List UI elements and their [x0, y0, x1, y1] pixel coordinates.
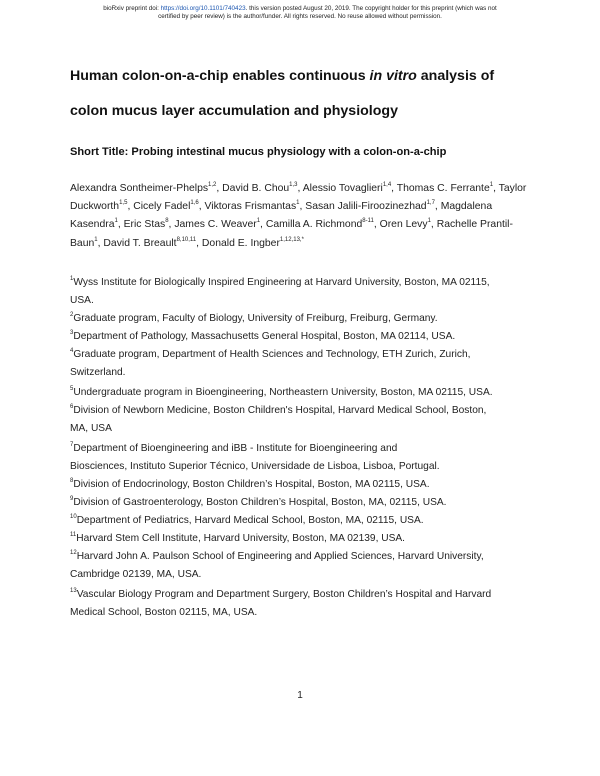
author-affiliation-marker: 1,7: [426, 200, 435, 207]
affiliation-text: USA.: [70, 295, 94, 307]
affiliation-number: 11: [70, 532, 77, 538]
author-name: Thomas C. Ferrante: [396, 183, 490, 194]
author-separator: ,: [198, 201, 205, 213]
affiliation-text: Harvard Stem Cell Institute, Harvard University, Boston, MA 02139, USA.: [76, 533, 406, 544]
author-affiliation-marker: 8: [165, 218, 169, 225]
affiliation-item: [70, 530, 540, 548]
affiliation-number: 13: [70, 588, 77, 594]
affiliation-number: 3: [70, 330, 74, 336]
affiliation-text: Harvard John A. Paulson School of Engineering and Applied Sciences, Harvard University,: [76, 551, 484, 562]
affiliation-text: Biosciences, Instituto Superior Técnico, Universidade de Lisboa, Lisboa, Portugal.: [70, 461, 440, 473]
affiliation-number: 7: [70, 442, 74, 448]
affiliation-number: 10: [70, 514, 77, 520]
affiliation-number: 6: [70, 404, 74, 410]
author-separator: ,: [127, 201, 134, 213]
notice-suffix: . this version posted August 20, 2019. The copyright holder for this preprint (which was not: [245, 5, 497, 12]
affiliation-item: [70, 440, 540, 477]
affiliation-item: [70, 512, 540, 530]
preprint-notice: [40, 5, 560, 22]
paper-title-line-1: [70, 68, 550, 84]
affiliation-text: Undergraduate program in Bioengineering, Northeastern University, Boston, MA 02115, USA.: [73, 387, 493, 398]
author: [222, 183, 303, 194]
affiliation-number: 2: [70, 312, 74, 318]
author-name: Alexandra Sontheimer-Phelps: [70, 183, 209, 194]
author-affiliation-marker: 1: [256, 218, 261, 225]
affiliation-text: Division of Endocrinology, Boston Children’s Hospital, Boston, MA 02115, USA.: [73, 479, 430, 490]
affiliation-item: [70, 384, 540, 402]
author-name: Camilla A. Richmond: [265, 219, 363, 231]
author: [124, 219, 175, 230]
affiliation-number: 5: [70, 386, 74, 392]
affiliation-text: Wyss Institute for Biologically Inspired Engineering at Harvard University, Boston, MA 02115,: [73, 277, 490, 288]
affiliation-item: [70, 346, 540, 383]
short-title: Short Title: Probing intestinal mucus physiology with a colon-on-a-chip: [70, 146, 447, 158]
author-affiliation-marker: 1,2: [208, 182, 217, 188]
title-italic: in vitro: [369, 68, 417, 84]
author-separator: ,: [434, 201, 441, 213]
author-separator: ,: [299, 201, 306, 213]
author-separator: ,: [97, 237, 104, 249]
author-affiliation-marker: 1: [489, 182, 494, 188]
author: [397, 183, 499, 194]
author-affiliation-marker: 1: [427, 218, 431, 225]
author: [70, 183, 222, 194]
affiliation-text: Department of Pediatrics, Harvard Medical School, Boston, MA, 02115, USA.: [76, 515, 424, 526]
author-list: [70, 180, 540, 253]
affiliation-item: [70, 310, 540, 328]
affiliation-number: 1: [70, 276, 74, 282]
author-separator: ,: [297, 183, 303, 194]
author-name: David B. Chou: [222, 183, 290, 194]
author-name: Eric Stas: [123, 219, 166, 231]
affiliation-text: Department of Bioengineering and iBB - Institute for Bioengineering and: [73, 443, 398, 454]
title-part-1: Human colon-on-a-chip enables continuous: [70, 68, 370, 84]
affiliation-number: 4: [70, 348, 74, 354]
affiliation-text: Department of Pathology, Massachusetts General Hospital, Boston, MA 02114, USA.: [73, 331, 456, 342]
author-name: David T. Breault: [103, 237, 177, 249]
title-part-3: analysis of: [416, 68, 495, 84]
affiliation-text: Cambridge 02139, MA, USA.: [70, 569, 202, 581]
affiliation-number: 12: [70, 550, 77, 556]
author-name: Alessio Tovaglieri: [302, 183, 383, 194]
author-separator: ,: [493, 183, 499, 194]
affiliation-item: [70, 494, 540, 512]
author-name: James C. Weaver: [174, 219, 257, 231]
author: [133, 201, 204, 212]
author-affiliation-marker: 1,12,13,*: [279, 236, 304, 243]
affiliation-item: [70, 402, 540, 439]
author: [202, 238, 304, 249]
author: [205, 201, 306, 212]
notice-prefix: bioRxiv preprint doi:: [103, 5, 161, 12]
preprint-notice-line-1: [40, 5, 560, 13]
affiliation-text: Graduate program, Faculty of Biology, University of Freiburg, Freiburg, Germany.: [73, 313, 438, 324]
author-affiliation-marker: 1,3: [289, 182, 298, 188]
affiliation-item: [70, 548, 540, 585]
author-name: Viktoras Frismantas: [204, 201, 297, 213]
author: [174, 219, 266, 230]
author-separator: ,: [216, 183, 223, 194]
doi-link[interactable]: https://doi.org/10.1101/740423: [160, 5, 246, 12]
affiliation-item: [70, 274, 540, 311]
author-separator: ,: [373, 219, 380, 231]
author-affiliation-marker: 1: [296, 200, 300, 207]
author: [103, 238, 202, 249]
page-number: 1: [297, 690, 303, 701]
affiliation-item: [70, 586, 540, 623]
author-affiliation-marker: 1: [114, 218, 118, 225]
author-name: Cicely Fadel: [133, 201, 191, 213]
affiliation-text: Division of Gastroenterology, Boston Children’s Hospital, Boston, MA, 02115, USA.: [73, 497, 447, 508]
affiliation-text: Medical School, Boston 02115, MA, USA.: [70, 607, 258, 619]
affiliation-text: Division of Newborn Medicine, Boston Children's Hospital, Harvard Medical School, Boston,: [73, 405, 487, 416]
affiliation-number: 8: [70, 478, 74, 484]
author-separator: ,: [196, 237, 202, 249]
affiliation-text: MA, USA: [70, 423, 112, 435]
affiliation-item: [70, 476, 540, 494]
author: [303, 183, 397, 194]
author-name: Taylor Duckworth: [70, 183, 527, 213]
author-affiliation-marker: 8,10,11: [176, 236, 197, 243]
author-affiliation-marker: 1,6: [190, 200, 199, 207]
author-name: Magdalena Kasendra: [70, 201, 493, 231]
author-affiliation-marker: 1,4: [382, 182, 392, 188]
author-separator: ,: [168, 219, 175, 231]
author-affiliation-marker: 1,5: [119, 200, 128, 207]
affiliation-text: Graduate program, Department of Health Sciences and Technology, ETH Zurich, Zurich,: [73, 349, 471, 360]
author-separator: ,: [430, 219, 437, 231]
author: [266, 219, 380, 230]
preprint-notice-line-2: certified by peer review) is the author/funder. All rights reserved. No reuse allowed without permission.: [158, 13, 442, 21]
author-name: Sasan Jalili-Firoozinezhad: [305, 201, 427, 213]
author-name: Rachelle Prantil-Baun: [70, 219, 513, 249]
affiliation-item: [70, 328, 540, 346]
author-separator: ,: [391, 183, 397, 194]
author: [380, 219, 437, 230]
author-affiliation-marker: 1: [94, 236, 98, 243]
author-affiliation-marker: 8-11: [362, 218, 374, 225]
author-name: Donald E. Ingber: [201, 237, 280, 249]
author-separator: ,: [260, 219, 266, 231]
affiliation-text: Switzerland.: [70, 367, 126, 379]
author-separator: ,: [117, 219, 124, 231]
author: [305, 201, 440, 212]
affiliation-text: Vascular Biology Program and Department Surgery, Boston Children’s Hospital and Harvard: [76, 589, 492, 600]
paper-title-line-2: colon mucus layer accumulation and physiology: [70, 103, 398, 119]
affiliation-number: 9: [70, 496, 74, 502]
author-name: Oren Levy: [379, 219, 428, 231]
